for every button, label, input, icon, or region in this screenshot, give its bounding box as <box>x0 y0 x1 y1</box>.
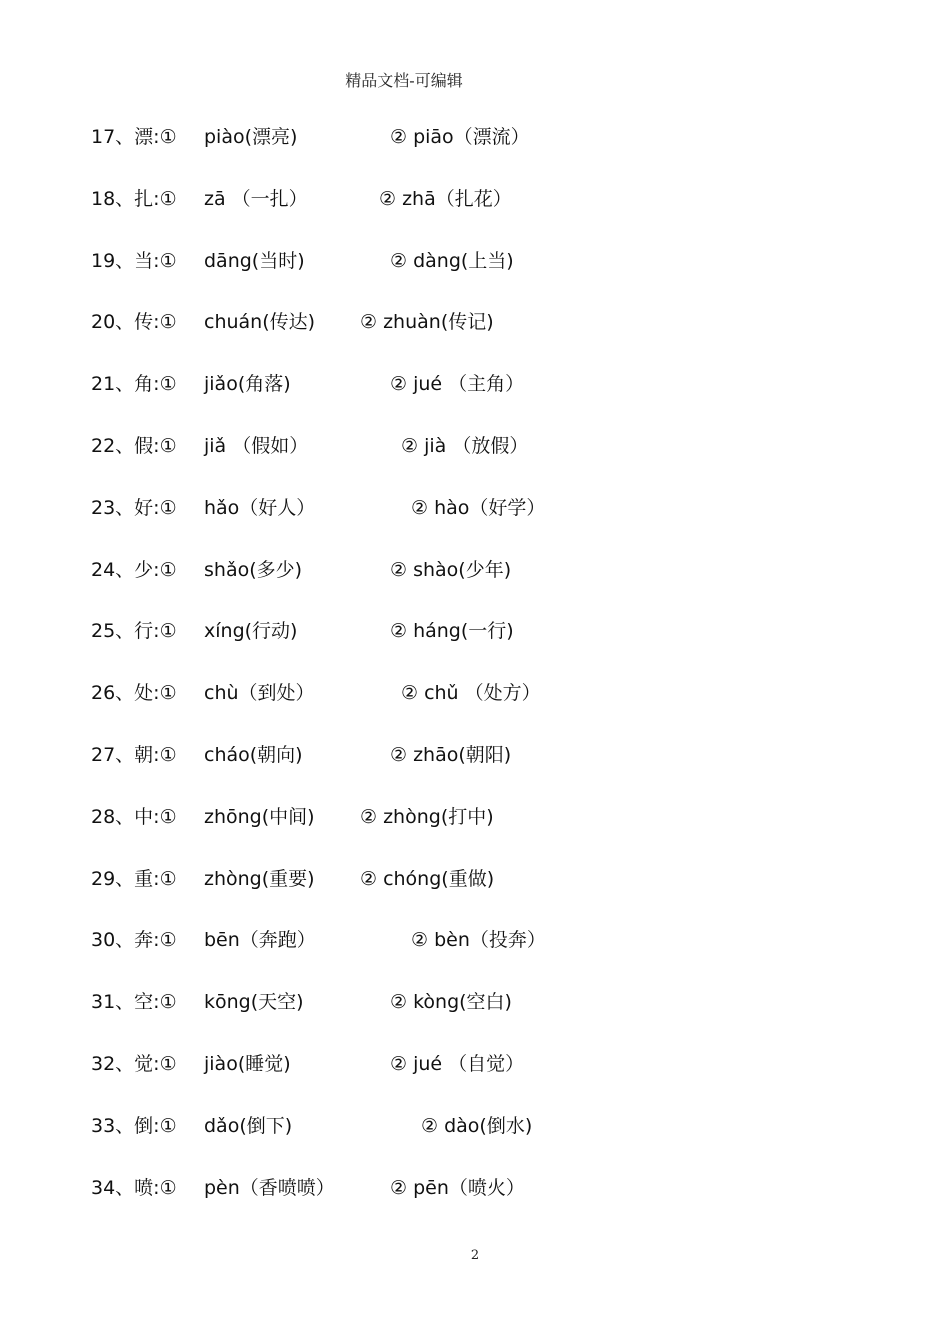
entry-label: 25、行:① <box>91 620 177 643</box>
list-item <box>91 1109 851 1171</box>
entry-label: 20、传:① <box>91 311 177 334</box>
page-number: 2 <box>470 1248 480 1263</box>
reading-1: zā （一扎） <box>204 187 308 210</box>
reading-2: ② piāo（漂流） <box>390 126 530 148</box>
reading-1: bēn（奔跑） <box>204 929 316 952</box>
list-item <box>91 491 851 553</box>
reading-1: cháo(朝向) <box>204 743 303 766</box>
reading-2: ② kòng(空白) <box>390 991 512 1014</box>
reading-1: jiǎ （假如） <box>204 434 309 457</box>
reading-2: ② jué （主角） <box>390 373 525 396</box>
reading-1: hǎo（好人） <box>204 496 316 519</box>
polyphone-list <box>91 120 851 1232</box>
reading-1: piào(漂亮) <box>204 126 298 148</box>
entry-label: 22、假:① <box>91 434 177 457</box>
reading-1: xíng(行动) <box>204 620 298 643</box>
list-item <box>91 1171 851 1233</box>
list-item <box>91 614 851 676</box>
reading-2: ② dào(倒水) <box>421 1114 533 1137</box>
reading-1: jiǎo(角落) <box>204 373 291 396</box>
reading-2: ② zhāo(朝阳) <box>390 743 512 766</box>
reading-1: chuán(传达) <box>204 311 316 334</box>
entry-label: 24、少:① <box>91 558 177 581</box>
entry-label: 33、倒:① <box>91 1114 177 1137</box>
reading-1: kōng(天空) <box>204 991 304 1014</box>
reading-2: ② jià （放假） <box>401 434 529 457</box>
list-item <box>91 244 851 306</box>
entry-label: 34、喷:① <box>91 1176 177 1199</box>
entry-label: 17、漂:① <box>91 126 177 148</box>
reading-1: dāng(当时) <box>204 249 305 272</box>
list-item <box>91 305 851 367</box>
list-item <box>91 182 851 244</box>
reading-1: pèn（香喷喷） <box>204 1176 335 1199</box>
entry-label: 31、空:① <box>91 991 177 1014</box>
reading-2: ② háng(一行) <box>390 620 514 643</box>
reading-1: shǎo(多少) <box>204 558 303 581</box>
reading-2: ② jué （自觉） <box>390 1052 525 1075</box>
list-item <box>91 676 851 738</box>
entry-label: 30、奔:① <box>91 929 177 952</box>
list-item <box>91 985 851 1047</box>
reading-1: jiào(睡觉) <box>204 1052 291 1075</box>
reading-2: ② zhòng(打中) <box>360 805 494 828</box>
entry-label: 19、当:① <box>91 249 177 272</box>
reading-2: ② pēn（喷火） <box>390 1176 525 1199</box>
document-header: 精品文档-可编辑 <box>345 71 463 90</box>
reading-2: ② zhuàn(传记) <box>360 311 494 334</box>
reading-1: zhōng(中间) <box>204 805 315 828</box>
reading-1: zhòng(重要) <box>204 867 315 890</box>
reading-2: ② shào(少年) <box>390 558 512 581</box>
entry-label: 29、重:① <box>91 867 177 890</box>
reading-2: ② dàng(上当) <box>390 249 514 272</box>
list-item <box>91 800 851 862</box>
list-item <box>91 738 851 800</box>
list-item <box>91 553 851 615</box>
reading-2: ② chóng(重做) <box>360 867 495 890</box>
entry-label: 32、觉:① <box>91 1052 177 1075</box>
entry-label: 21、角:① <box>91 373 177 396</box>
list-item <box>91 120 851 182</box>
reading-1: chù（到处） <box>204 682 315 705</box>
list-item <box>91 367 851 429</box>
entry-label: 26、处:① <box>91 682 177 705</box>
reading-1: dǎo(倒下) <box>204 1114 293 1137</box>
reading-2: ② zhā（扎花） <box>379 187 512 210</box>
list-item <box>91 862 851 924</box>
list-item <box>91 1047 851 1109</box>
list-item <box>91 429 851 491</box>
entry-label: 18、扎:① <box>91 187 177 210</box>
entry-label: 27、朝:① <box>91 743 177 766</box>
reading-2: ② hào（好学） <box>411 496 546 519</box>
list-item <box>91 923 851 985</box>
reading-2: ② bèn（投奔） <box>411 929 546 952</box>
entry-label: 28、中:① <box>91 805 177 828</box>
entry-label: 23、好:① <box>91 496 177 519</box>
reading-2: ② chǔ （处方） <box>401 682 541 705</box>
